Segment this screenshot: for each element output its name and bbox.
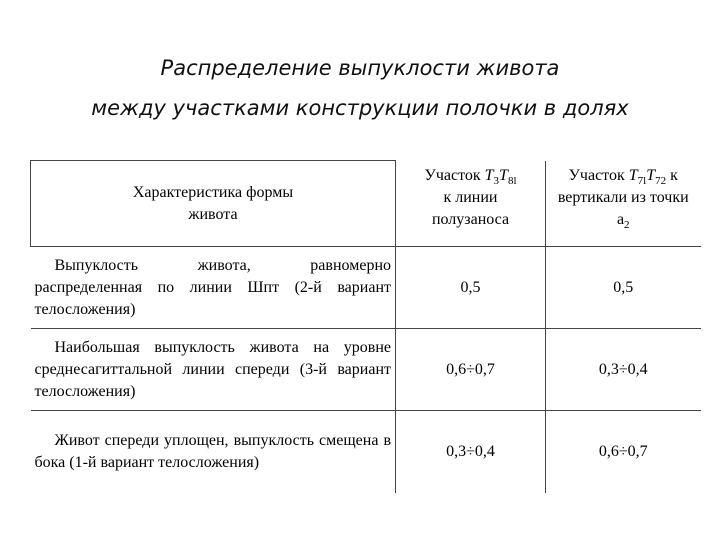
row-description: Живот спереди уплощен, выпуклость смещена в бока (1-й вариант телосложения) [31,411,396,493]
header-section-1-line-1: Участок $T_3T_{8l}$ [424,166,517,187]
table-row [31,247,701,329]
header-section-1-line-3: полузаноса [431,210,510,228]
header-section-1 [396,161,546,247]
header-section-2-line-2: вертикали из точки [557,188,689,206]
header-characteristic [31,161,396,247]
header-section-2-line-3: $a_2$ [616,210,630,231]
row-section-1-value: 0,3÷0,4 [396,411,546,493]
row-section-2-value: 0,6÷0,7 [546,411,701,493]
row-section-2-value: 0,3÷0,4 [546,329,701,411]
row-section-1-value: 0,5 [396,247,546,329]
distribution-table [30,160,701,493]
table-row [31,411,701,493]
header-section-2-line-1: Участок $T_{7l}T_{72}$ к [568,166,678,187]
table-row [31,329,701,411]
row-section-1-value: 0,6÷0,7 [396,329,546,411]
table-header-row [31,161,701,247]
title-line-2: между участками конструкции полочки в долях [91,96,629,120]
header-section-1-line-2: к линии [443,188,498,206]
slide-title [0,48,720,128]
row-section-2-value: 0,5 [546,247,701,329]
header-section-2 [546,161,701,247]
row-description: Наибольшая выпуклость живота на уровне среднесагиттальной линии спереди (3-й вариант телосложения) [31,329,396,411]
title-line-1: Распределение выпуклости живота [160,56,560,80]
row-description: Выпуклость живота, равномерно распределенная по линии Шпт (2-й вариант телосложения) [31,247,396,329]
header-characteristic-line-2: живота [188,205,238,223]
header-characteristic-line-1: Характеристика формы [132,183,294,201]
